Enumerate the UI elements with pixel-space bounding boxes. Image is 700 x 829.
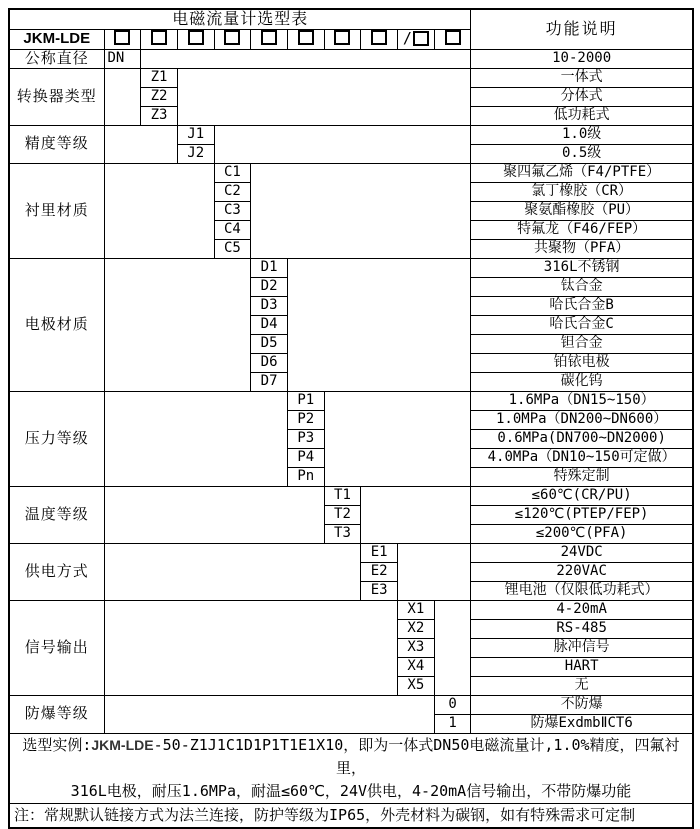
desc-X1: 4-20mA xyxy=(471,600,693,619)
desc-X5: 无 xyxy=(471,676,693,695)
desc-Z1: 一体式 xyxy=(471,68,693,87)
temperature-row xyxy=(9,486,693,505)
code-D6: D6 xyxy=(251,353,288,372)
code-checkbox-cell-1[interactable] xyxy=(104,29,141,49)
code-D5: D5 xyxy=(251,334,288,353)
example-row xyxy=(9,733,693,804)
desc-X2: RS-485 xyxy=(471,619,693,638)
code-checkbox-cell-10[interactable] xyxy=(434,29,471,49)
code-D1: D1 xyxy=(251,258,288,277)
category-accuracy: 精度等级 xyxy=(9,125,104,163)
checkbox-icon[interactable] xyxy=(445,30,461,45)
code-checkbox-cell-4[interactable] xyxy=(214,29,251,49)
code-1: 1 xyxy=(434,714,471,733)
checkbox-icon[interactable] xyxy=(334,30,350,45)
desc-P4: 4.0MPa（DN10~150可定做） xyxy=(471,448,693,467)
category-electrode: 电极材质 xyxy=(9,258,104,391)
category-converter: 转换器类型 xyxy=(9,68,104,125)
code-Z1: Z1 xyxy=(141,68,178,87)
desc-P3: 0.6MPa(DN700~DN2000) xyxy=(471,429,693,448)
desc-D2: 钛合金 xyxy=(471,277,693,296)
code-X5: X5 xyxy=(398,676,435,695)
checkbox-icon[interactable] xyxy=(224,30,240,45)
spacer-cell xyxy=(104,543,361,600)
flowmeter-selection-table xyxy=(8,8,694,829)
desc-C4: 特氟龙（F46/FEP） xyxy=(471,220,693,239)
checkbox-icon[interactable] xyxy=(151,30,167,45)
desc-T2: ≤120℃(PTEP/FEP) xyxy=(471,505,693,524)
code-E1: E1 xyxy=(361,543,398,562)
desc-D4: 哈氏合金C xyxy=(471,315,693,334)
checkbox-icon[interactable] xyxy=(298,30,314,45)
category-signal: 信号输出 xyxy=(9,600,104,695)
desc-T1: ≤60℃(CR/PU) xyxy=(471,486,693,505)
desc-J1: 1.0级 xyxy=(471,125,693,144)
desc-P1: 1.6MPa（DN15~150） xyxy=(471,391,693,410)
desc-X3: 脉冲信号 xyxy=(471,638,693,657)
desc-D6: 铂铱电极 xyxy=(471,353,693,372)
desc-1: 防爆ExdmbⅡCT6 xyxy=(471,714,693,733)
note-row xyxy=(9,804,693,828)
code-checkbox-cell-7[interactable] xyxy=(324,29,361,49)
diameter-row xyxy=(9,49,693,68)
code-J1: J1 xyxy=(177,125,214,144)
spacer-cell xyxy=(104,68,141,125)
code-Z2: Z2 xyxy=(141,87,178,106)
desc-Z2: 分体式 xyxy=(471,87,693,106)
desc-J2: 0.5级 xyxy=(471,144,693,163)
example-line2: 316L电极，耐压1.6MPa，耐温≤60℃，24V供电，4-20mA信号输出，不带防爆功能 xyxy=(70,782,632,800)
code-checkbox-cell-8[interactable] xyxy=(361,29,398,49)
code-D3: D3 xyxy=(251,296,288,315)
code-T1: T1 xyxy=(324,486,361,505)
page-title: 电磁流量计选型表 xyxy=(9,9,471,29)
slash-separator: / xyxy=(402,29,412,48)
spacer-cell xyxy=(104,695,434,733)
code-X1: X1 xyxy=(398,600,435,619)
spacer-cell xyxy=(434,600,471,695)
code-C2: C2 xyxy=(214,182,251,201)
code-T3: T3 xyxy=(324,524,361,543)
spacer-cell xyxy=(214,125,471,163)
example-line1: -50-Z1J1C1D1P1T1E1X10，即为一体式DN50电磁流量计,1.0%精度，四氟衬里， xyxy=(153,735,680,777)
desc-C5: 共聚物（PFA） xyxy=(471,239,693,258)
signal-row xyxy=(9,600,693,619)
spacer-cell xyxy=(104,600,398,695)
code-D2: D2 xyxy=(251,277,288,296)
code-C5: C5 xyxy=(214,239,251,258)
code-P3: P3 xyxy=(287,429,324,448)
checkbox-icon[interactable] xyxy=(371,30,387,45)
category-lining: 衬里材质 xyxy=(9,163,104,258)
category-power: 供电方式 xyxy=(9,543,104,600)
code-checkbox-cell-6[interactable] xyxy=(287,29,324,49)
footnote: 注：常规默认链接方式为法兰连接，防护等级为IP65，外壳材料为碳钢，如有特殊需求可定制 xyxy=(9,804,693,828)
category-temperature: 温度等级 xyxy=(9,486,104,543)
desc-C1: 聚四氟乙烯（F4/PTFE） xyxy=(471,163,693,182)
code-E3: E3 xyxy=(361,581,398,600)
spacer-cell xyxy=(104,163,214,258)
desc-Z3: 低功耗式 xyxy=(471,106,693,125)
checkbox-icon[interactable] xyxy=(413,31,429,46)
checkbox-icon[interactable] xyxy=(261,30,277,45)
code-P1: P1 xyxy=(287,391,324,410)
code-X4: X4 xyxy=(398,657,435,676)
spacer-cell xyxy=(104,486,324,543)
desc-T3: ≤200℃(PFA) xyxy=(471,524,693,543)
code-DN: DN xyxy=(104,49,141,68)
function-column-header: 功能说明 xyxy=(471,9,693,49)
desc-D5: 钽合金 xyxy=(471,334,693,353)
code-checkbox-cell-9[interactable] xyxy=(398,29,435,49)
code-P4: P4 xyxy=(287,448,324,467)
checkbox-icon[interactable] xyxy=(114,30,130,45)
desc-E3: 锂电池（仅限低功耗式） xyxy=(471,581,693,600)
selection-example xyxy=(9,733,693,804)
code-Pn: Pn xyxy=(287,467,324,486)
spacer-cell xyxy=(287,258,470,391)
converter-row xyxy=(9,68,693,87)
desc-D1: 316L不锈钢 xyxy=(471,258,693,277)
accuracy-row xyxy=(9,125,693,144)
checkbox-icon[interactable] xyxy=(188,30,204,45)
category-pressure: 压力等级 xyxy=(9,391,104,486)
code-C1: C1 xyxy=(214,163,251,182)
spacer-cell xyxy=(141,49,471,68)
example-prefix: 选型实例: xyxy=(22,735,92,754)
electrode-row xyxy=(9,258,693,277)
desc-C2: 氯丁橡胶（CR） xyxy=(471,182,693,201)
code-P2: P2 xyxy=(287,410,324,429)
spacer-cell xyxy=(104,391,287,486)
spacer-cell xyxy=(104,258,251,391)
spacer-cell xyxy=(361,486,471,543)
lining-row xyxy=(9,163,693,182)
spacer-cell xyxy=(324,391,471,486)
code-X3: X3 xyxy=(398,638,435,657)
explosion-row xyxy=(9,695,693,714)
spacer-cell xyxy=(251,163,471,258)
desc-Pn: 特殊定制 xyxy=(471,467,693,486)
example-model: JKM-LDE xyxy=(91,736,154,753)
title-row xyxy=(9,9,693,29)
code-checkbox-cell-2[interactable] xyxy=(141,29,178,49)
code-D4: D4 xyxy=(251,315,288,334)
desc-0: 不防爆 xyxy=(471,695,693,714)
category-explosion: 防爆等级 xyxy=(9,695,104,733)
code-X2: X2 xyxy=(398,619,435,638)
code-D7: D7 xyxy=(251,372,288,391)
desc-X4: HART xyxy=(471,657,693,676)
code-C4: C4 xyxy=(214,220,251,239)
model-prefix: JKM-LDE xyxy=(9,29,104,49)
desc-C3: 聚氨酯橡胶（PU） xyxy=(471,201,693,220)
code-T2: T2 xyxy=(324,505,361,524)
spacer-cell xyxy=(398,543,471,600)
code-0: 0 xyxy=(434,695,471,714)
code-C3: C3 xyxy=(214,201,251,220)
desc-E2: 220VAC xyxy=(471,562,693,581)
desc-P2: 1.0MPa（DN200~DN600） xyxy=(471,410,693,429)
desc-E1: 24VDC xyxy=(471,543,693,562)
code-checkbox-cell-5[interactable] xyxy=(251,29,288,49)
desc-D3: 哈氏合金B xyxy=(471,296,693,315)
code-J2: J2 xyxy=(177,144,214,163)
spacer-cell xyxy=(177,68,471,125)
pressure-row xyxy=(9,391,693,410)
spacer-cell xyxy=(104,125,177,163)
code-E2: E2 xyxy=(361,562,398,581)
desc-D7: 碳化钨 xyxy=(471,372,693,391)
power-row xyxy=(9,543,693,562)
category-diameter: 公称直径 xyxy=(9,49,104,68)
code-checkbox-cell-3[interactable] xyxy=(177,29,214,49)
desc-diameter: 10-2000 xyxy=(471,49,693,68)
code-Z3: Z3 xyxy=(141,106,178,125)
